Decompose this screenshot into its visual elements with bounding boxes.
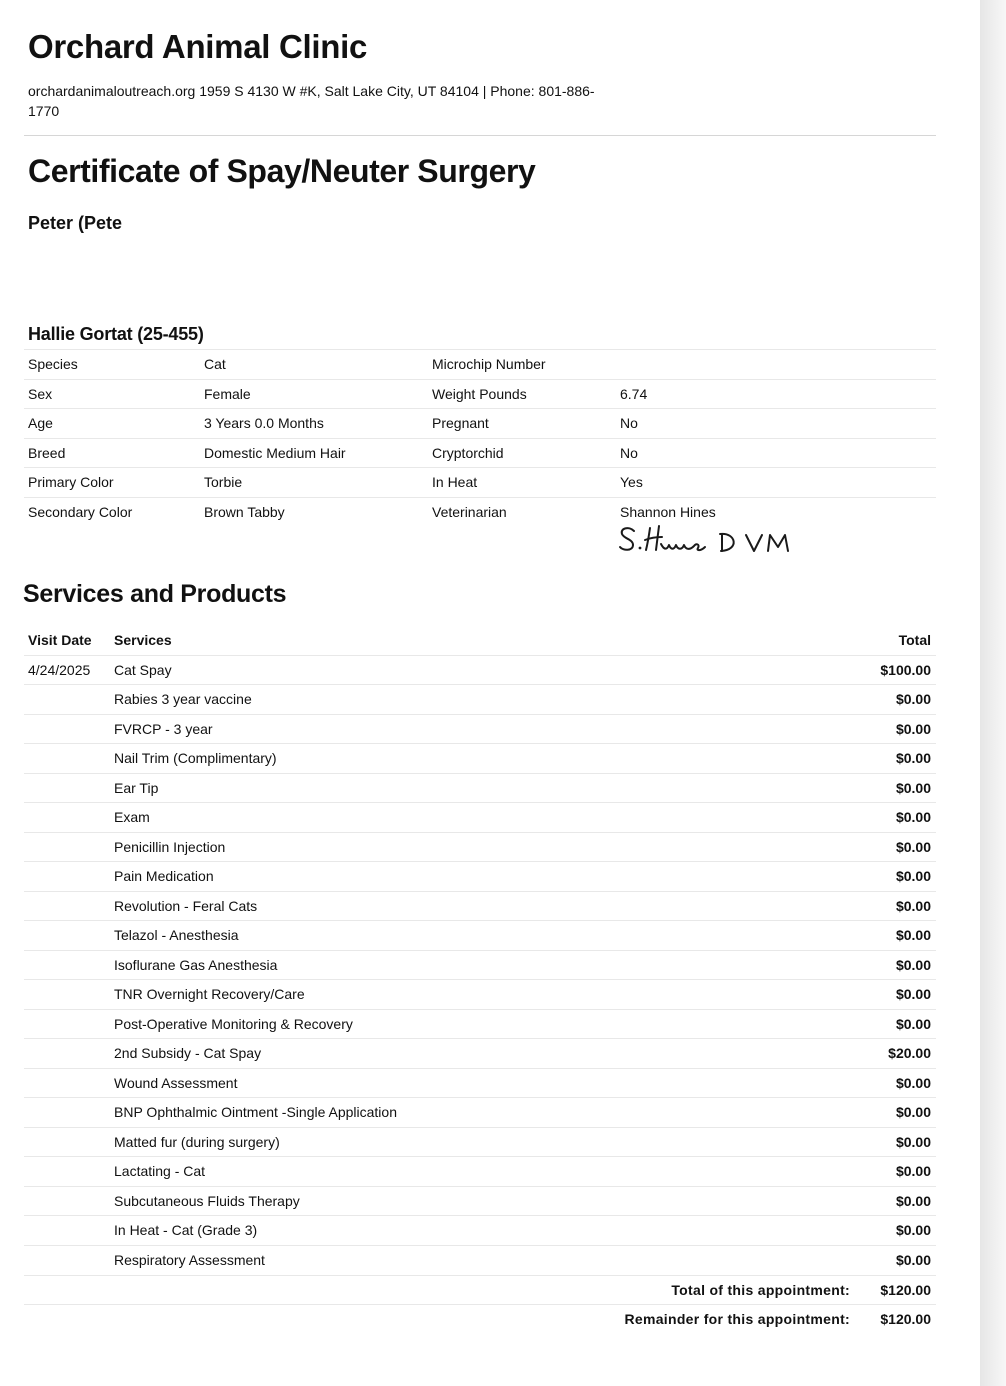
service-row bbox=[24, 803, 936, 833]
visit-date-cell bbox=[24, 1216, 110, 1246]
pet-info-label: Microchip Number bbox=[428, 350, 616, 380]
service-total-cell: $0.00 bbox=[770, 1009, 936, 1039]
pet-info-label: Secondary Color bbox=[24, 497, 200, 527]
service-row bbox=[24, 891, 936, 921]
appointment-total-value: $120.00 bbox=[880, 1282, 931, 1298]
pet-info-value: 6.74 bbox=[616, 379, 936, 409]
appointment-remainder-label: Remainder for this appointment: bbox=[624, 1311, 850, 1327]
services-header: Services bbox=[114, 631, 172, 648]
pet-info-label: Primary Color bbox=[24, 468, 200, 498]
service-row bbox=[24, 1009, 936, 1039]
clinic-contact-info: orchardanimaloutreach.org 1959 S 4130 W #K, Salt Lake City, UT 84104 | Phone: 801-886-1770 bbox=[28, 83, 595, 119]
service-total-cell: $100.00 bbox=[770, 655, 936, 685]
pet-info-value: Shannon Hines bbox=[616, 497, 936, 527]
pet-info-label: Cryptorchid bbox=[428, 438, 616, 468]
visit-date-cell bbox=[24, 803, 110, 833]
service-name-cell: Subcutaneous Fluids Therapy bbox=[110, 1186, 770, 1216]
service-name-cell: Ear Tip bbox=[110, 773, 770, 803]
pet-info-row bbox=[24, 468, 936, 498]
visit-date-cell bbox=[24, 950, 110, 980]
service-total-cell: $0.00 bbox=[770, 832, 936, 862]
services-table bbox=[24, 625, 936, 1275]
visit-date-cell bbox=[24, 773, 110, 803]
pet-info-row bbox=[24, 350, 936, 380]
service-name-cell: Lactating - Cat bbox=[110, 1157, 770, 1187]
pet-info-value: Brown Tabby bbox=[200, 497, 428, 527]
service-row bbox=[24, 1186, 936, 1216]
pet-info-label: Species bbox=[24, 350, 200, 380]
header-divider bbox=[24, 135, 936, 136]
pet-info-label: Pregnant bbox=[428, 409, 616, 439]
service-total-cell: $0.00 bbox=[770, 773, 936, 803]
service-row bbox=[24, 921, 936, 951]
visit-date-cell: 4/24/2025 bbox=[24, 655, 110, 685]
service-name-cell: Rabies 3 year vaccine bbox=[110, 685, 770, 715]
pet-info-row bbox=[24, 409, 936, 439]
service-row bbox=[24, 832, 936, 862]
service-row bbox=[24, 862, 936, 892]
service-name-cell: In Heat - Cat (Grade 3) bbox=[110, 1216, 770, 1246]
appointment-total-row bbox=[24, 1275, 936, 1305]
veterinarian-signature bbox=[616, 520, 831, 560]
visit-date-cell bbox=[24, 1186, 110, 1216]
service-name-cell: Matted fur (during surgery) bbox=[110, 1127, 770, 1157]
visit-date-cell bbox=[24, 832, 110, 862]
service-total-cell: $0.00 bbox=[770, 1186, 936, 1216]
service-name-cell: Post-Operative Monitoring & Recovery bbox=[110, 1009, 770, 1039]
visit-date-cell bbox=[24, 1009, 110, 1039]
visit-date-cell bbox=[24, 1245, 110, 1275]
service-total-cell: $0.00 bbox=[770, 950, 936, 980]
service-row bbox=[24, 714, 936, 744]
service-row bbox=[24, 950, 936, 980]
service-total-cell: $20.00 bbox=[770, 1039, 936, 1069]
service-total-cell: $0.00 bbox=[770, 1098, 936, 1128]
service-row bbox=[24, 685, 936, 715]
service-row bbox=[24, 1127, 936, 1157]
service-name-cell: Exam bbox=[110, 803, 770, 833]
service-name-cell: Revolution - Feral Cats bbox=[110, 891, 770, 921]
service-total-cell: $0.00 bbox=[770, 1068, 936, 1098]
pet-info-row bbox=[24, 438, 936, 468]
service-total-cell: $0.00 bbox=[770, 1127, 936, 1157]
service-name-cell: FVRCP - 3 year bbox=[110, 714, 770, 744]
service-row bbox=[24, 773, 936, 803]
pet-info-value: Yes bbox=[616, 468, 936, 498]
service-name-cell: TNR Overnight Recovery/Care bbox=[110, 980, 770, 1010]
pet-info-value: Torbie bbox=[200, 468, 428, 498]
visit-date-cell bbox=[24, 980, 110, 1010]
pet-info-row bbox=[24, 379, 936, 409]
pet-info-value: No bbox=[616, 438, 936, 468]
pet-name: Hallie Gortat (25-455) bbox=[28, 324, 204, 344]
visit-date-cell bbox=[24, 685, 110, 715]
visit-date-cell bbox=[24, 714, 110, 744]
visit-date-cell bbox=[24, 1127, 110, 1157]
service-row bbox=[24, 980, 936, 1010]
pet-info-label: In Heat bbox=[428, 468, 616, 498]
service-name-cell: Isoflurane Gas Anesthesia bbox=[110, 950, 770, 980]
service-row bbox=[24, 1216, 936, 1246]
services-header-row bbox=[24, 625, 936, 655]
clinic-name: Orchard Animal Clinic bbox=[28, 28, 368, 65]
services-section-title: Services and Products bbox=[23, 580, 287, 608]
service-total-cell: $0.00 bbox=[770, 891, 936, 921]
service-total-cell: $0.00 bbox=[770, 1157, 936, 1187]
page-edge bbox=[980, 0, 1006, 1386]
service-total-cell: $0.00 bbox=[770, 1245, 936, 1275]
pet-info-value: No bbox=[616, 409, 936, 439]
certificate-title: Certificate of Spay/Neuter Surgery bbox=[28, 153, 536, 189]
service-row bbox=[24, 744, 936, 774]
visit-date-cell bbox=[24, 1098, 110, 1128]
service-name-cell: Nail Trim (Complimentary) bbox=[110, 744, 770, 774]
service-total-cell: $0.00 bbox=[770, 980, 936, 1010]
visit-date-cell bbox=[24, 891, 110, 921]
pet-info-label: Breed bbox=[24, 438, 200, 468]
visit-date-cell bbox=[24, 744, 110, 774]
service-row bbox=[24, 1098, 936, 1128]
visit-date-cell bbox=[24, 921, 110, 951]
service-row bbox=[24, 1039, 936, 1069]
service-name-cell: Cat Spay bbox=[110, 655, 770, 685]
pet-info-label: Age bbox=[24, 409, 200, 439]
pet-info-value: Female bbox=[200, 379, 428, 409]
pet-info-label: Weight Pounds bbox=[428, 379, 616, 409]
service-name-cell: Wound Assessment bbox=[110, 1068, 770, 1098]
pet-info-value: Domestic Medium Hair bbox=[200, 438, 428, 468]
visit-date-cell bbox=[24, 862, 110, 892]
service-total-cell: $0.00 bbox=[770, 1216, 936, 1246]
visit-date-header: Visit Date bbox=[28, 631, 92, 648]
visit-date-cell bbox=[24, 1068, 110, 1098]
appointment-total-label: Total of this appointment: bbox=[671, 1282, 850, 1298]
service-total-cell: $0.00 bbox=[770, 744, 936, 774]
visit-date-cell bbox=[24, 1039, 110, 1069]
pet-info-value: Cat bbox=[200, 350, 428, 380]
appointment-remainder-value: $120.00 bbox=[880, 1311, 931, 1327]
service-row bbox=[24, 1245, 936, 1275]
service-total-cell: $0.00 bbox=[770, 803, 936, 833]
pet-info-label: Veterinarian bbox=[428, 497, 616, 527]
pet-info-value: 3 Years 0.0 Months bbox=[200, 409, 428, 439]
service-name-cell: 2nd Subsidy - Cat Spay bbox=[110, 1039, 770, 1069]
service-row bbox=[24, 1068, 936, 1098]
service-total-cell: $0.00 bbox=[770, 714, 936, 744]
visit-date-cell bbox=[24, 1157, 110, 1187]
service-name-cell: Respiratory Assessment bbox=[110, 1245, 770, 1275]
service-total-cell: $0.00 bbox=[770, 685, 936, 715]
service-name-cell: Penicillin Injection bbox=[110, 832, 770, 862]
service-name-cell: Telazol - Anesthesia bbox=[110, 921, 770, 951]
owner-name: Peter (Pete bbox=[28, 213, 123, 233]
service-row bbox=[24, 655, 936, 685]
service-total-cell: $0.00 bbox=[770, 921, 936, 951]
service-total-cell: $0.00 bbox=[770, 862, 936, 892]
service-row bbox=[24, 1157, 936, 1187]
pet-info-value bbox=[616, 350, 936, 380]
total-header: Total bbox=[898, 631, 931, 648]
service-name-cell: Pain Medication bbox=[110, 862, 770, 892]
pet-info-label: Sex bbox=[24, 379, 200, 409]
pet-info-table bbox=[24, 349, 936, 527]
appointment-remainder-row bbox=[24, 1304, 936, 1334]
service-name-cell: BNP Ophthalmic Ointment -Single Application bbox=[110, 1098, 770, 1128]
